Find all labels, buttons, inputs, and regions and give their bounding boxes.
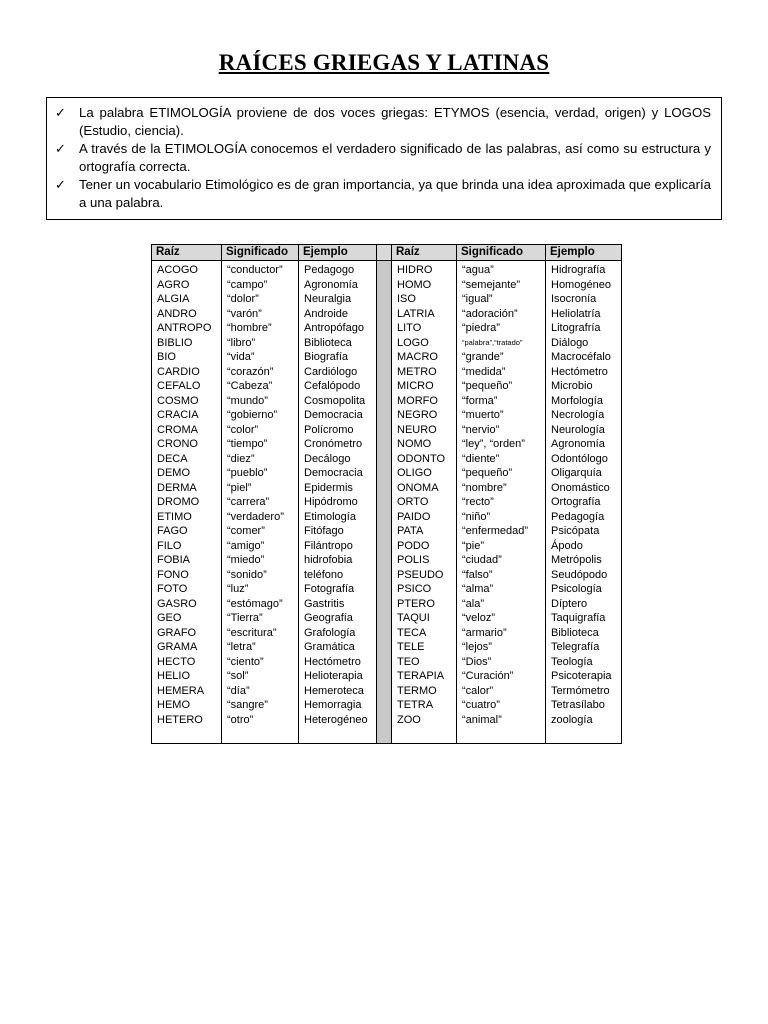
meaning-cell: “forma” (462, 394, 498, 407)
meaning-cell: “ciento” (227, 655, 264, 668)
meaning-cell: “hombre” (227, 322, 272, 334)
root-cell: ETIMO (157, 510, 192, 523)
example-cell: Heterogéneo (304, 713, 368, 726)
meaning-cell: “recto” (462, 496, 494, 508)
meaning-cell: “comer” (227, 525, 265, 537)
example-cell: Telegrafía (551, 641, 600, 653)
meaning-cell: “varón” (227, 307, 262, 320)
example-cell: Homogéneo (551, 278, 611, 291)
example-cell: Gramática (304, 641, 355, 653)
column-examples-right (546, 245, 621, 743)
example-cell: hidrofobia (304, 554, 353, 566)
example-cell: Litografría (551, 322, 601, 334)
example-cell: Termómetro (551, 684, 610, 697)
example-cell: Biblioteca (551, 626, 599, 639)
example-cell: Filántropo (304, 539, 353, 552)
meaning-cell: “piel” (227, 481, 252, 494)
root-cell: GRAFO (157, 626, 197, 639)
meaning-cell: “estómago” (227, 597, 283, 610)
intro-box (46, 97, 722, 220)
root-cell: BIBLIO (157, 336, 193, 349)
example-cell: Fitófago (304, 525, 344, 537)
example-cell: Psicología (551, 583, 602, 595)
example-cell: Cefalópodo (304, 380, 361, 392)
root-cell: POLIS (397, 554, 430, 566)
checkmark-icon: ✓ (55, 141, 66, 156)
root-cell: PATA (397, 525, 424, 537)
meaning-cell: “Dios” (462, 655, 492, 668)
meaning-cell: “vida” (227, 351, 255, 363)
example-cell: Tetrasílabo (551, 699, 605, 711)
root-cell: TAQUI (397, 612, 430, 624)
root-cell: HELIO (157, 670, 191, 682)
root-cell: TEO (397, 655, 420, 668)
root-cell: HOMO (397, 278, 432, 291)
root-cell: FAGO (157, 525, 188, 537)
root-cell: ANTROPO (157, 322, 212, 334)
root-cell: MORFO (397, 394, 438, 407)
example-cell: Biblioteca (304, 336, 352, 349)
meaning-cell: “muerto” (462, 409, 504, 421)
checkmark-icon: ✓ (55, 105, 66, 120)
meaning-cell: “corazón” (227, 365, 274, 378)
root-cell: PTERO (397, 597, 435, 610)
meaning-cell: “adoración” (462, 307, 518, 320)
root-cell: LOGO (397, 336, 429, 349)
meaning-cell: “dolor” (227, 293, 259, 305)
meaning-cell: “carrera” (227, 496, 270, 508)
column-examples-left (299, 245, 377, 743)
example-cell: Neuralgia (304, 293, 352, 305)
meaning-cell: “ciudad” (462, 554, 502, 566)
column-roots-right (392, 245, 457, 743)
root-cell: TETRA (397, 699, 434, 711)
example-cell: Polícromo (304, 423, 354, 436)
meaning-cell: “pequeño” (462, 467, 513, 479)
root-cell: ANDRO (157, 307, 197, 320)
example-cell: Isocronía (551, 293, 597, 305)
intro-text: A través de la ETIMOLOGÍA conocemos el verdadero significado de las palabras, así como su estructura y ortografía correcta. (79, 141, 711, 174)
root-cell: CRONO (157, 438, 198, 450)
meaning-cell: “ala” (462, 597, 485, 610)
root-cell: DECA (157, 452, 188, 465)
meaning-cell: “pueblo” (227, 467, 268, 479)
meaning-cell: “conductor” (227, 264, 283, 276)
root-cell: MICRO (397, 380, 434, 392)
root-cell: HIDRO (397, 264, 433, 276)
root-cell: ZOO (397, 713, 421, 726)
root-cell: NEURO (397, 423, 437, 436)
example-cell: Pedagogía (551, 510, 605, 523)
example-cell: Hemorragia (304, 699, 362, 711)
root-cell: FILO (157, 539, 182, 552)
example-cell: Hemeroteca (304, 684, 364, 697)
meaning-cell: “Curación” (462, 670, 514, 682)
example-cell: Diálogo (551, 336, 589, 349)
root-cell: NEGRO (397, 409, 438, 421)
intro-bullet (55, 104, 711, 140)
example-cell: Psicoterapia (551, 670, 612, 682)
root-cell: TERAPIA (397, 670, 445, 682)
meaning-cell: “tiempo” (227, 438, 268, 450)
example-cell: Agronomía (551, 438, 605, 450)
root-cell: HETERO (157, 713, 203, 726)
meaning-cell: “Tierra” (227, 612, 263, 624)
example-cell: Cosmopolita (304, 394, 366, 407)
root-cell: OLIGO (397, 467, 432, 479)
column-roots-left (152, 245, 222, 743)
checkmark-icon: ✓ (55, 177, 66, 192)
example-cell: Cronómetro (304, 438, 363, 450)
meaning-cell: “mundo” (227, 394, 268, 407)
meaning-cell: “semejante” (462, 278, 521, 291)
root-cell: ONOMA (397, 481, 439, 494)
root-cell: DERMA (157, 481, 197, 494)
root-cell: CEFALO (157, 380, 201, 392)
root-cell: ACOGO (157, 264, 198, 276)
example-cell: Antropófago (304, 322, 364, 334)
root-cell: TELE (397, 641, 425, 653)
meaning-cell: “pie” (462, 539, 485, 552)
example-cell: Macrocéfalo (551, 351, 611, 363)
meaning-cell: “igual” (462, 293, 493, 305)
meaning-cell: “verdadero” (227, 510, 284, 523)
root-cell: HEMERA (157, 684, 205, 697)
example-cell: Metrópolis (551, 554, 602, 566)
example-cell: Ortografía (551, 496, 601, 508)
root-cell: METRO (397, 365, 437, 378)
example-cell: Heliolatría (551, 307, 601, 320)
meaning-cell: “día” (227, 684, 250, 697)
meaning-cell: “piedra” (462, 322, 500, 334)
column-meanings-right (457, 245, 546, 743)
example-cell: Onomástico (551, 481, 610, 494)
meaning-cell: “niño” (462, 510, 491, 523)
meaning-cell: “calor” (462, 684, 494, 697)
example-cell: Etimología (304, 510, 356, 523)
meaning-cell: “animal” (462, 713, 502, 726)
root-cell: MACRO (397, 351, 438, 363)
meaning-cell: “amigo” (227, 539, 265, 552)
example-cell: Ápodo (551, 539, 583, 552)
column-header: Ejemplo (299, 245, 376, 261)
column-header-empty (377, 245, 391, 261)
meaning-cell: “pequeño” (462, 380, 513, 392)
root-cell: ALGIA (157, 293, 190, 305)
meaning-cell: “sol” (227, 670, 249, 682)
example-cell: Psicópata (551, 525, 600, 537)
root-cell: DROMO (157, 496, 200, 508)
example-cell: Epidermis (304, 481, 353, 494)
example-cell: Microbio (551, 380, 593, 392)
example-cell: Hipódromo (304, 496, 358, 508)
example-cell: Hidrografía (551, 264, 606, 276)
root-cell: CARDIO (157, 365, 200, 378)
meaning-cell: “Cabeza” (227, 380, 273, 392)
example-cell: teléfono (304, 568, 344, 581)
meaning-cell: “grande” (462, 351, 504, 363)
column-header: Raíz (152, 245, 221, 261)
root-cell: PODO (397, 539, 430, 552)
column-header: Significado (457, 245, 545, 261)
column-header: Raíz (392, 245, 456, 261)
example-cell: zoología (551, 713, 593, 726)
example-cell: Helioterapia (304, 670, 363, 682)
root-cell: NOMO (397, 438, 432, 450)
root-cell: FOBIA (157, 554, 191, 566)
example-cell: Pedagogo (304, 264, 355, 276)
meaning-cell: “ley”, “orden” (462, 438, 525, 450)
root-cell: PSEUDO (397, 568, 444, 581)
meaning-cell: “color” (227, 423, 259, 436)
page-title: RAÍCES GRIEGAS Y LATINAS (218, 50, 550, 75)
root-cell: AGRO (157, 278, 190, 291)
root-cell: FOTO (157, 583, 188, 595)
meaning-cell: “veloz” (462, 612, 496, 624)
example-cell: Androide (304, 307, 349, 320)
example-cell: Gastritis (304, 597, 345, 610)
root-cell: CRACIA (157, 409, 199, 421)
root-cell: COSMO (157, 394, 199, 407)
example-cell: Cardiólogo (304, 365, 358, 378)
root-cell: LATRIA (397, 307, 435, 320)
example-cell: Fotografía (304, 583, 355, 595)
root-cell: HECTO (157, 655, 196, 668)
meaning-cell: “alma” (462, 583, 494, 595)
root-cell: HEMO (157, 699, 190, 711)
meaning-cell: “cuatro” (462, 699, 500, 711)
example-cell: Odontólogo (551, 452, 608, 465)
example-cell: Agronomía (304, 278, 358, 291)
meaning-cell: “medida” (462, 365, 506, 378)
example-cell: Oligarquía (551, 467, 602, 479)
meaning-cell: “falso” (462, 568, 493, 581)
root-cell: DEMO (157, 467, 190, 479)
meaning-cell: “sonido” (227, 568, 267, 581)
example-cell: Democracia (304, 467, 363, 479)
meaning-cell: “miedo” (227, 554, 265, 566)
root-cell: PSICO (397, 583, 432, 595)
meaning-cell: “libro” (227, 336, 256, 349)
meaning-cell: “agua” (462, 264, 494, 276)
example-cell: Morfología (551, 394, 603, 407)
example-cell: Biografía (304, 351, 349, 363)
root-cell: FONO (157, 568, 189, 581)
column-meanings-left (222, 245, 299, 743)
root-cell: ISO (397, 293, 416, 305)
meaning-cell: “sangre” (227, 699, 268, 711)
root-cell: PAIDO (397, 510, 431, 523)
root-cell: LITO (397, 322, 422, 334)
meaning-cell: “luz” (227, 583, 249, 595)
intro-bullet (55, 140, 711, 176)
meaning-cell: “gobierno” (227, 409, 278, 421)
meaning-cell: “nervio” (462, 423, 500, 436)
root-cell: ORTO (397, 496, 429, 508)
column-header: Significado (222, 245, 298, 261)
example-cell: Neurología (551, 423, 605, 436)
intro-text: Tener un vocabulario Etimológico es de gran importancia, ya que brinda una idea aproximada que explicaría a una palabra. (79, 177, 711, 210)
example-cell: Díptero (551, 597, 588, 610)
root-cell: GEO (157, 612, 182, 624)
meaning-cell: “armario” (462, 626, 507, 639)
root-cell: BIO (157, 351, 176, 363)
column-header: Ejemplo (546, 245, 621, 261)
example-cell: Hectómetro (551, 365, 608, 378)
example-cell: Necrología (551, 409, 605, 421)
example-cell: Grafología (304, 626, 356, 639)
example-cell: Teología (551, 655, 593, 668)
meaning-cell: “otro” (227, 713, 254, 726)
meaning-cell: “escritura” (227, 626, 277, 639)
meaning-cell: “enfermedad” (462, 525, 529, 537)
root-cell: GRAMA (157, 641, 198, 653)
example-cell: Taquigrafía (551, 612, 606, 624)
meaning-cell: “palabra”,“tratado” (462, 337, 523, 347)
meaning-cell: “diez” (227, 452, 255, 465)
root-cell: TECA (397, 626, 427, 639)
meaning-cell: “diente” (462, 452, 500, 465)
intro-text: La palabra ETIMOLOGÍA proviene de dos voces griegas: ETYMOS (esencia, verdad, origen) y LOGOS (Estudio, ciencia). (79, 105, 711, 138)
roots-table (151, 244, 622, 744)
column-separator (377, 245, 392, 743)
root-cell: TERMO (397, 684, 437, 697)
intro-bullet (55, 176, 711, 212)
meaning-cell: “campo” (227, 278, 268, 291)
meaning-cell: “nombre” (462, 481, 507, 494)
example-cell: Democracia (304, 409, 363, 421)
example-cell: Decálogo (304, 452, 351, 465)
root-cell: CROMA (157, 423, 198, 436)
example-cell: Geografía (304, 612, 353, 624)
root-cell: ODONTO (397, 452, 446, 465)
example-cell: Hectómetro (304, 655, 361, 668)
meaning-cell: “lejos” (462, 641, 492, 653)
root-cell: GASRO (157, 597, 197, 610)
meaning-cell: “letra” (227, 641, 256, 653)
example-cell: Seudópodo (551, 568, 608, 581)
